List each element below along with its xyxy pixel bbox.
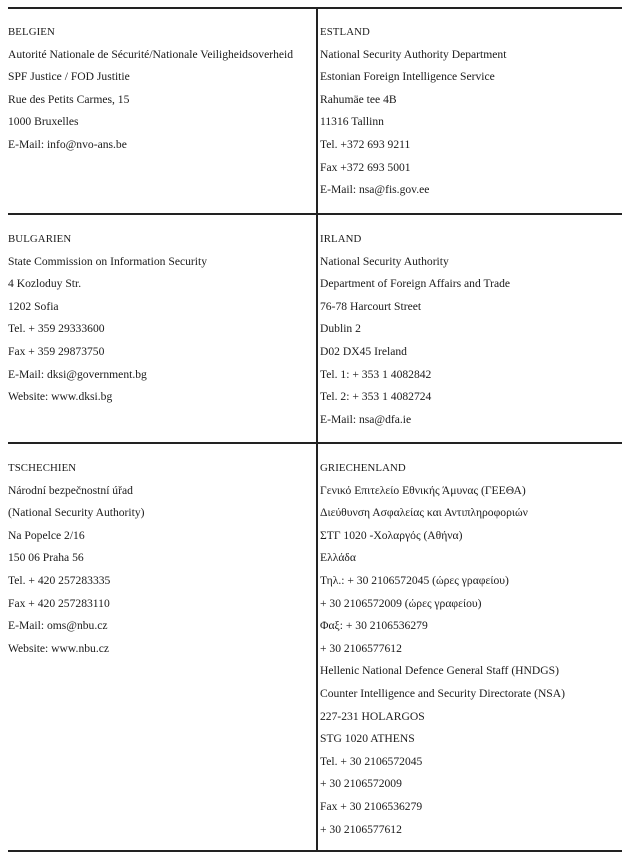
address-line: 4 Kozloduy Str. bbox=[8, 277, 82, 291]
website-line: Website: www.nbu.cz bbox=[8, 641, 110, 655]
phone-line: Tel. +372 693 9211 bbox=[320, 137, 411, 151]
address-line: Dublin 2 bbox=[320, 322, 361, 336]
contact-table bbox=[8, 7, 622, 853]
email-line: E-Mail: info@nvo-ans.be bbox=[8, 137, 127, 151]
email-line: E-Mail: dksi@government.bg bbox=[8, 367, 147, 381]
address-line: Rahumäe tee 4B bbox=[320, 92, 397, 106]
fax-line: Fax +372 693 5001 bbox=[320, 160, 411, 174]
phone-line: Tel. 1: + 353 1 4082842 bbox=[320, 367, 432, 381]
cell-griechenland bbox=[320, 457, 565, 841]
address-line: Department of Foreign Affairs and Trade bbox=[320, 277, 511, 291]
cell-irland bbox=[320, 228, 510, 431]
email-line: E-Mail: nsa@fis.gov.ee bbox=[320, 183, 430, 197]
country-name: GRIECHENLAND bbox=[320, 462, 406, 474]
address-line: National Security Authority Department bbox=[320, 47, 507, 61]
phone-line: Tel. + 420 257283335 bbox=[8, 573, 111, 587]
fax-line: + 30 2106577612 bbox=[320, 822, 402, 836]
address-line: 76-78 Harcourt Street bbox=[320, 299, 422, 313]
country-name: IRLAND bbox=[320, 233, 362, 245]
fax-line: Fax + 359 29873750 bbox=[8, 344, 105, 358]
country-name: ESTLAND bbox=[320, 26, 370, 38]
country-name: BELGIEN bbox=[8, 26, 55, 38]
phone-line: Tel. + 30 2106572045 bbox=[320, 754, 423, 768]
fax-line: Fax + 420 257283110 bbox=[8, 596, 110, 610]
country-name: BULGARIEN bbox=[8, 233, 72, 245]
email-line: E-Mail: nsa@dfa.ie bbox=[320, 412, 412, 426]
address-line: ΣΤΓ 1020 -Χολαργός (Αθήνα) bbox=[320, 528, 463, 542]
address-line: 150 06 Praha 56 bbox=[8, 551, 84, 565]
cell-tschechien bbox=[8, 457, 145, 660]
address-line: D02 DX45 Ireland bbox=[320, 344, 407, 358]
address-line: Γενικό Επιτελείο Εθνικής Άμυνας (ΓΕΕΘΑ) bbox=[320, 483, 526, 497]
cell-estland bbox=[320, 21, 506, 202]
address-line: 227-231 HOLARGOS bbox=[320, 709, 425, 723]
table-top-rule bbox=[8, 7, 622, 9]
cell-belgien bbox=[8, 21, 293, 157]
address-line: Estonian Foreign Intelligence Service bbox=[320, 70, 495, 84]
email-line: E-Mail: oms@nbu.cz bbox=[8, 619, 108, 633]
address-line: STG 1020 ATHENS bbox=[320, 732, 415, 746]
phone-line: Τηλ.: + 30 2106572045 (ώρες γραφείου) bbox=[320, 573, 509, 587]
address-line: State Commission on Information Security bbox=[8, 254, 208, 268]
cell-bulgarien bbox=[8, 228, 207, 409]
address-line: 1000 Bruxelles bbox=[8, 115, 79, 129]
address-line: Counter Intelligence and Security Directorate (NSA) bbox=[320, 686, 565, 700]
row-separator bbox=[8, 442, 622, 444]
address-line: (National Security Authority) bbox=[8, 506, 145, 520]
fax-line: + 30 2106577612 bbox=[320, 641, 402, 655]
fax-line: Φαξ: + 30 2106536279 bbox=[320, 619, 428, 633]
address-line: Na Popelce 2/16 bbox=[8, 528, 85, 542]
table-bottom-rule bbox=[8, 850, 622, 852]
phone-line: + 30 2106572009 (ώρες γραφείου) bbox=[320, 596, 482, 610]
address-line: Διεύθυνση Ασφαλείας και Αντιπληροφοριών bbox=[320, 506, 528, 520]
address-line: Rue des Petits Carmes, 15 bbox=[8, 92, 130, 106]
phone-line: Tel. + 359 29333600 bbox=[8, 322, 105, 336]
address-line: 11316 Tallinn bbox=[320, 115, 384, 129]
country-name: TSCHECHIEN bbox=[8, 462, 77, 474]
address-line: National Security Authority bbox=[320, 254, 449, 268]
address-line: Ελλάδα bbox=[320, 551, 356, 565]
address-line: SPF Justice / FOD Justitie bbox=[8, 70, 130, 84]
fax-line: Fax + 30 2106536279 bbox=[320, 799, 423, 813]
row-separator bbox=[8, 213, 622, 215]
phone-line: + 30 2106572009 bbox=[320, 777, 402, 791]
phone-line: Tel. 2: + 353 1 4082724 bbox=[320, 390, 432, 404]
website-line: Website: www.dksi.bg bbox=[8, 390, 113, 404]
address-line: Národní bezpečnostní úřad bbox=[8, 483, 133, 497]
address-line: Hellenic National Defence General Staff (HNDGS) bbox=[320, 664, 559, 678]
column-divider bbox=[316, 7, 318, 852]
address-line: 1202 Sofia bbox=[8, 299, 59, 313]
address-line: Autorité Nationale de Sécurité/Nationale Veiligheidsoverheid bbox=[8, 47, 294, 61]
